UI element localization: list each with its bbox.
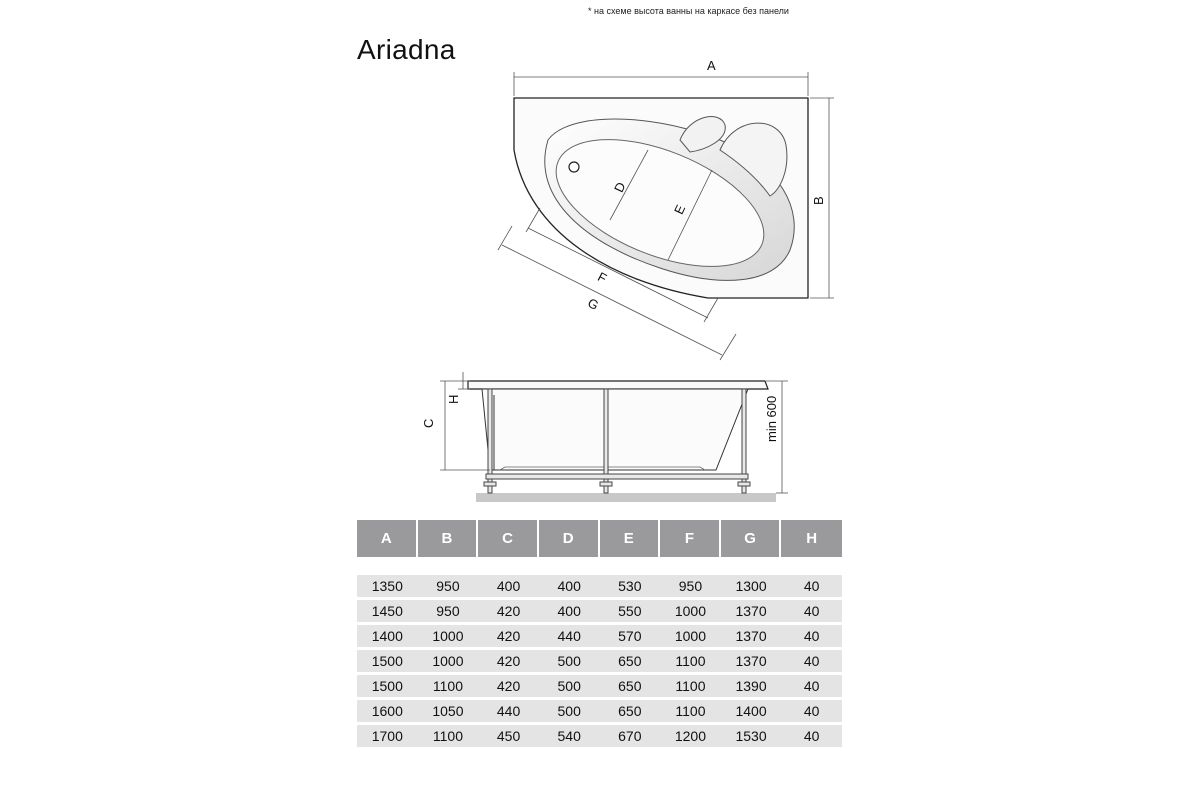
table-row [357,600,842,625]
table-cell: 40 [781,650,842,675]
table-cell: 1700 [357,725,418,750]
table-cell: 1400 [721,700,782,725]
table-cell: 1500 [357,650,418,675]
header-b: B [418,520,479,557]
table-row [357,675,842,700]
table-cell: 420 [478,650,539,675]
top-view [498,58,834,360]
table-cell: 1100 [660,700,721,725]
table-cell: 40 [781,625,842,650]
label-min-height: min 600 [764,395,779,442]
table-cell: 950 [418,600,479,625]
table-row [357,650,842,675]
table-cell: 40 [781,725,842,750]
table-cell: 650 [600,700,661,725]
table-cell: 1600 [357,700,418,725]
label-e: E [671,202,689,217]
height-note: * на схеме высота ванны на каркасе без панели [588,6,789,16]
table-row [357,700,842,725]
table-cell: 1300 [721,575,782,600]
table-cell: 420 [478,625,539,650]
table-cell: 1370 [721,600,782,625]
table-cell: 440 [539,625,600,650]
model-title: Ariadna [357,34,456,65]
table-cell: 1050 [418,700,479,725]
drain-icon [569,162,579,172]
table-row [357,625,842,650]
table-cell: 1370 [721,625,782,650]
table-cell: 400 [539,575,600,600]
table-cell: 1500 [357,675,418,700]
table-cell: 40 [781,675,842,700]
table-cell: 950 [418,575,479,600]
floor [476,493,776,502]
table-cell: 40 [781,700,842,725]
table-cell: 1000 [418,625,479,650]
label-b: B [811,196,826,205]
table-cell: 1100 [660,675,721,700]
table-cell: 550 [600,600,661,625]
label-d: D [611,179,629,195]
table-cell: 1450 [357,600,418,625]
table-cell: 1370 [721,650,782,675]
table-cell: 1100 [418,675,479,700]
table-cell: 1000 [418,650,479,675]
header-f: F [660,520,721,557]
side-view [421,372,788,502]
table-cell: 1400 [357,625,418,650]
table-row [357,575,842,600]
table-cell: 650 [600,650,661,675]
table-cell: 450 [478,725,539,750]
table-row [357,725,842,750]
tub-body-side [482,389,748,470]
label-g: G [585,295,602,314]
table-cell: 500 [539,675,600,700]
tub-rim-side [468,381,768,389]
table-cell: 1350 [357,575,418,600]
header-a: A [357,520,418,557]
table-cell: 500 [539,700,600,725]
table-cell: 670 [600,725,661,750]
table-cell: 40 [781,600,842,625]
table-header-row [357,520,842,557]
table-cell: 1000 [660,625,721,650]
label-h: H [446,394,461,404]
table-cell: 500 [539,650,600,675]
table-cell: 1530 [721,725,782,750]
header-c: C [478,520,539,557]
table-cell: 1000 [660,600,721,625]
table-cell: 440 [478,700,539,725]
label-f: F [595,269,610,287]
table-cell: 400 [539,600,600,625]
table-cell: 650 [600,675,661,700]
header-h: H [781,520,842,557]
table-cell: 540 [539,725,600,750]
dimensions-table [357,520,842,750]
header-d: D [539,520,600,557]
table-cell: 530 [600,575,661,600]
table-cell: 420 [478,600,539,625]
table-cell: 420 [478,675,539,700]
label-c: C [421,418,436,428]
table-cell: 1390 [721,675,782,700]
table-cell: 400 [478,575,539,600]
table-cell: 1200 [660,725,721,750]
table-cell: 1100 [660,650,721,675]
table-cell: 40 [781,575,842,600]
table-cell: 570 [600,625,661,650]
table-cell: 950 [660,575,721,600]
table-cell: 1100 [418,725,479,750]
header-g: G [721,520,782,557]
header-e: E [600,520,661,557]
label-a: A [707,58,716,73]
